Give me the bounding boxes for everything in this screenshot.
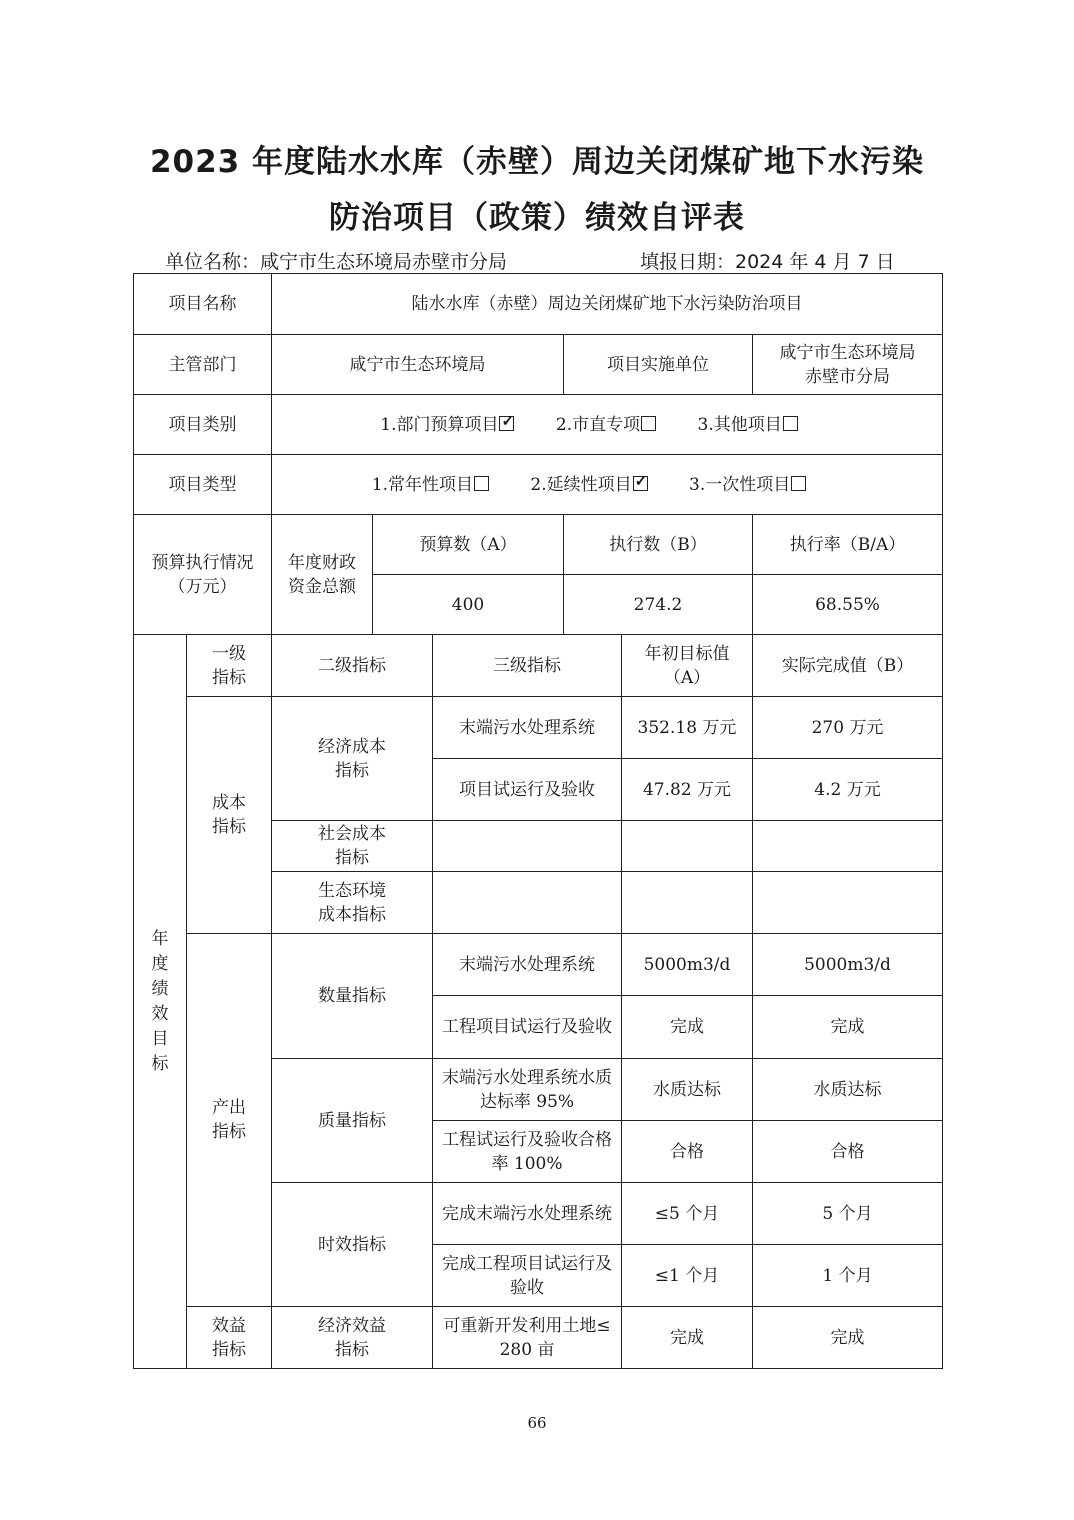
level3-cell: 末端污水处理系统: [433, 697, 622, 759]
title-line-1: 2023 年度陆水水库（赤壁）周边关闭煤矿地下水污染: [149, 144, 925, 180]
budget-col-a: 预算数（A）: [373, 515, 564, 575]
budget-col-b: 执行数（B）: [564, 515, 753, 575]
unit-name: 单位名称：咸宁市生态环境局赤壁市分局: [165, 251, 508, 273]
level2-header: 二级指标: [272, 635, 433, 697]
target-cell: ≤1 个月: [622, 1245, 753, 1307]
budget-col-rate: 执行率（B/A）: [753, 515, 943, 575]
page-number: 66: [527, 1414, 547, 1432]
benefit-indicator-label: 效益 指标: [187, 1307, 272, 1369]
social-cost-label: 社会成本 指标: [272, 821, 433, 872]
actual-cell: 水质达标: [753, 1059, 943, 1121]
budget-val-a: 400: [373, 575, 564, 635]
category-label: 项目类别: [134, 395, 272, 455]
budget-header-row: [134, 515, 943, 575]
target-cell: 47.82 万元: [622, 759, 753, 821]
level3-cell: 项目试运行及验收: [433, 759, 622, 821]
type-option-3: 3.一次性项目: [689, 475, 806, 495]
target-cell: 352.18 万元: [622, 697, 753, 759]
target-cell: [622, 872, 753, 934]
target-cell: 水质达标: [622, 1059, 753, 1121]
target-cell: 完成: [622, 1307, 753, 1369]
level3-header: 三级指标: [433, 635, 622, 697]
level3-cell: 可重新开发利用土地≤ 280 亩: [433, 1307, 622, 1369]
actual-cell: 270 万元: [753, 697, 943, 759]
level3-cell: 完成工程项目试运行及 验收: [433, 1245, 622, 1307]
category-options: [272, 395, 943, 455]
checkbox-icon[interactable]: [791, 476, 806, 491]
department-row: [134, 335, 943, 395]
target-cell: 完成: [622, 996, 753, 1059]
project-name-row: [134, 274, 943, 335]
level3-cell: 工程试运行及验收合格 率 100%: [433, 1121, 622, 1183]
level3-cell: 工程项目试运行及验收: [433, 996, 622, 1059]
category-option-3: 3.其他项目: [698, 415, 798, 435]
table-row: [134, 1307, 943, 1369]
level1-header: 一级 指标: [187, 635, 272, 697]
category-option-1: 1.部门预算项目✓: [380, 415, 514, 435]
actual-cell: 合格: [753, 1121, 943, 1183]
level3-cell: 末端污水处理系统: [433, 934, 622, 996]
type-label: 项目类型: [134, 455, 272, 515]
checkbox-icon[interactable]: [783, 416, 798, 431]
actual-cell: 完成: [753, 1307, 943, 1369]
evaluation-table: [133, 273, 943, 1369]
eco-cost-label: 生态环境 成本指标: [272, 872, 433, 934]
budget-val-b: 274.2: [564, 575, 753, 635]
perf-header-row: [134, 635, 943, 697]
checkbox-icon[interactable]: [499, 416, 514, 431]
impl-unit-value: [753, 335, 943, 395]
report-date: 填报日期：2024 年 4 月 7 日: [640, 251, 895, 273]
perf-side-label: 年度绩效目标: [134, 635, 187, 1369]
impl-unit-label: 项目实施单位: [564, 335, 753, 395]
type-options: [272, 455, 943, 515]
project-name-value: 陆水水库（赤壁）周边关闭煤矿地下水污染防治项目: [272, 274, 943, 335]
impl-unit-line-1: 咸宁市生态环境局: [779, 342, 916, 363]
quantity-label: 数量指标: [272, 934, 433, 1059]
actual-cell: 完成: [753, 996, 943, 1059]
actual-cell: 5000m3/d: [753, 934, 943, 996]
checkbox-icon[interactable]: [641, 416, 656, 431]
checkbox-icon[interactable]: [474, 476, 489, 491]
checkbox-icon[interactable]: [633, 476, 648, 491]
actual-header: 实际完成值（B）: [753, 635, 943, 697]
output-indicator-label: 产出 指标: [187, 934, 272, 1307]
target-header: 年初目标值 （A）: [622, 635, 753, 697]
actual-cell: 5 个月: [753, 1183, 943, 1245]
level3-cell: [433, 821, 622, 872]
actual-cell: 1 个月: [753, 1245, 943, 1307]
target-cell: 5000m3/d: [622, 934, 753, 996]
level3-cell: [433, 872, 622, 934]
level3-cell: 末端污水处理系统水质 达标率 95%: [433, 1059, 622, 1121]
target-cell: 合格: [622, 1121, 753, 1183]
title-line-2: 防治项目（政策）绩效自评表: [329, 200, 745, 236]
level3-cell: 完成末端污水处理系统: [433, 1183, 622, 1245]
type-row: [134, 455, 943, 515]
dept-value: 咸宁市生态环境局: [272, 335, 564, 395]
budget-label: 预算执行情况 （万元）: [134, 515, 272, 635]
actual-cell: [753, 821, 943, 872]
econ-benefit-label: 经济效益 指标: [272, 1307, 433, 1369]
econ-cost-label: 经济成本 指标: [272, 697, 433, 821]
budget-val-rate: 68.55%: [753, 575, 943, 635]
actual-cell: 4.2 万元: [753, 759, 943, 821]
table-row: [134, 697, 943, 759]
quality-label: 质量指标: [272, 1059, 433, 1183]
budget-sub-label: 年度财政 资金总额: [272, 515, 373, 635]
time-label: 时效指标: [272, 1183, 433, 1307]
cost-indicator-label: 成本 指标: [187, 697, 272, 934]
category-row: [134, 395, 943, 455]
impl-unit-line-2: 赤壁市分局: [805, 366, 890, 387]
target-cell: ≤5 个月: [622, 1183, 753, 1245]
category-option-2: 2.市直专项: [556, 415, 656, 435]
type-option-1: 1.常年性项目: [372, 475, 489, 495]
actual-cell: [753, 872, 943, 934]
dept-label: 主管部门: [134, 335, 272, 395]
type-option-2: 2.延续性项目✓: [530, 475, 647, 495]
project-name-label: 项目名称: [134, 274, 272, 335]
table-row: [134, 934, 943, 996]
target-cell: [622, 821, 753, 872]
